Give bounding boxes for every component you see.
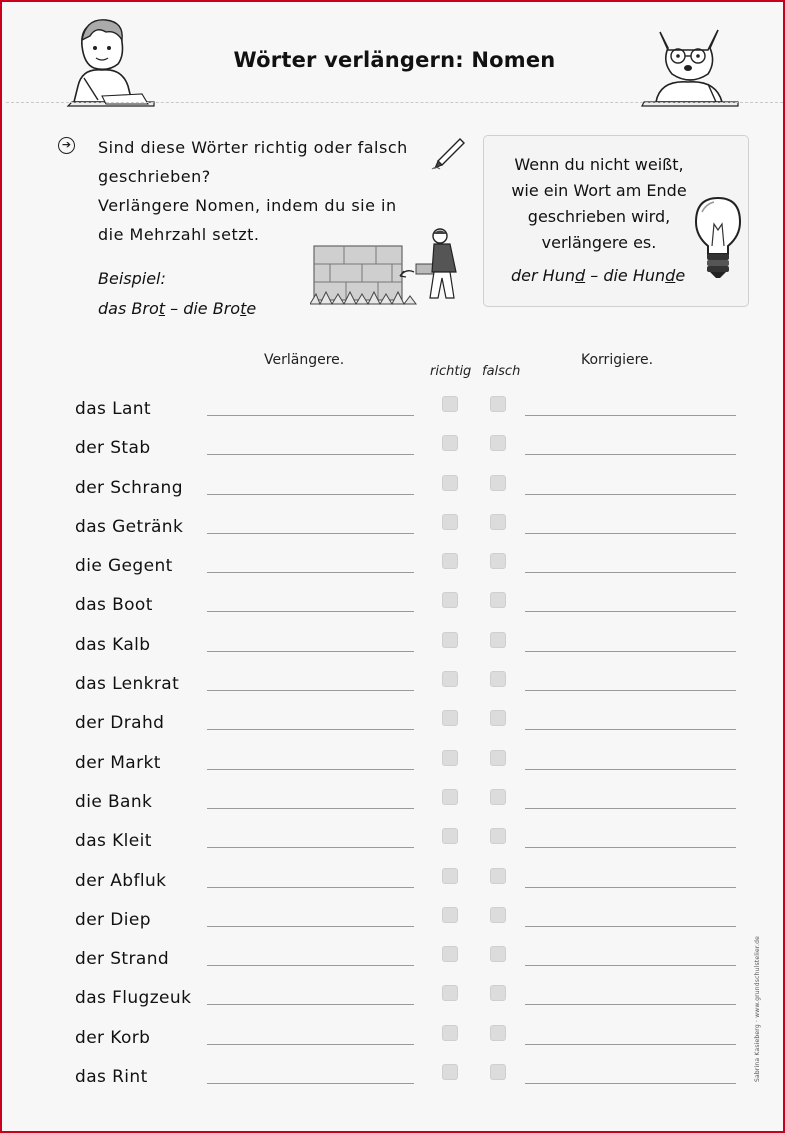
wrong-checkbox[interactable] [490,828,506,844]
correction-answer-line[interactable] [525,729,736,730]
column-header-right: richtig [430,364,472,379]
word-label: das Rint [75,1067,148,1088]
header-divider [6,102,783,103]
circled-arrow-icon: ➔ [58,137,75,154]
word-label: die Gegent [75,556,173,577]
right-checkbox[interactable] [442,789,458,805]
word-row [2,704,785,743]
word-row [2,429,785,468]
word-row [2,783,785,822]
right-checkbox[interactable] [442,553,458,569]
wrong-checkbox[interactable] [490,946,506,962]
right-checkbox[interactable] [442,435,458,451]
word-label: das Flugzeuk [75,988,192,1009]
correction-answer-line[interactable] [525,769,736,770]
word-row [2,901,785,940]
correction-answer-line[interactable] [525,533,736,534]
word-label: der Korb [75,1027,151,1048]
right-checkbox[interactable] [442,475,458,491]
word-label: das Boot [75,595,153,616]
word-row [2,979,785,1018]
tip-line: verlängere es. [541,233,657,252]
right-checkbox[interactable] [442,671,458,687]
word-row [2,862,785,901]
correction-answer-line[interactable] [525,494,736,495]
right-checkbox[interactable] [442,868,458,884]
extend-answer-line[interactable] [207,572,414,573]
word-label: der Drahd [75,713,165,734]
right-checkbox[interactable] [442,710,458,726]
wrong-checkbox[interactable] [490,789,506,805]
extend-answer-line[interactable] [207,729,414,730]
correction-answer-line[interactable] [525,454,736,455]
extend-answer-line[interactable] [207,965,414,966]
correction-answer-line[interactable] [525,611,736,612]
instruction-line: die Mehrzahl setzt. [98,225,260,244]
word-label: der Diep [75,909,151,930]
correction-answer-line[interactable] [525,1083,736,1084]
correction-answer-line[interactable] [525,690,736,691]
right-checkbox[interactable] [442,828,458,844]
wrong-checkbox[interactable] [490,985,506,1001]
word-label: der Strand [75,949,170,970]
word-label: der Abfluk [75,870,167,891]
extend-answer-line[interactable] [207,769,414,770]
instruction-line: Verlängere Nomen, indem du sie in [98,196,397,215]
word-label: der Schrang [75,477,183,498]
word-row [2,469,785,508]
word-row [2,626,785,665]
wrong-checkbox[interactable] [490,435,506,451]
correction-answer-line[interactable] [525,965,736,966]
pencil-icon [430,136,466,172]
extend-answer-line[interactable] [207,690,414,691]
instruction-line: geschrieben? [98,167,211,186]
wrong-checkbox[interactable] [490,868,506,884]
wrong-checkbox[interactable] [490,475,506,491]
example-block [98,264,318,324]
tip-line: geschrieben wird, [527,207,671,226]
extend-answer-line[interactable] [207,651,414,652]
column-header-correct: Korrigiere. [581,352,654,368]
right-checkbox[interactable] [442,907,458,923]
word-row [2,665,785,704]
word-row [2,390,785,429]
extend-answer-line[interactable] [207,808,414,809]
correction-answer-line[interactable] [525,808,736,809]
extend-answer-line[interactable] [207,926,414,927]
word-list [2,390,785,1097]
word-label: das Lenkrat [75,674,180,695]
wrong-checkbox[interactable] [490,671,506,687]
right-checkbox[interactable] [442,750,458,766]
tip-example: der Hund – die Hunde [511,266,686,285]
right-checkbox[interactable] [442,1025,458,1041]
column-header-extend: Verlängere. [264,352,345,368]
example-label: Beispiel: [98,269,166,288]
tip-text [504,152,694,256]
right-checkbox[interactable] [442,592,458,608]
word-label: das Lant [75,399,151,419]
word-row [2,940,785,979]
word-row [2,822,785,861]
extend-answer-line[interactable] [207,611,414,612]
right-checkbox[interactable] [442,985,458,1001]
instruction-line: Sind diese Wörter richtig oder falsch [98,138,408,157]
right-checkbox[interactable] [442,946,458,962]
wrong-checkbox[interactable] [490,907,506,923]
example-text: das Brot – die Brote [98,299,257,318]
correction-answer-line[interactable] [525,1004,736,1005]
lightbulb-icon [692,194,744,282]
right-checkbox[interactable] [442,1064,458,1080]
wrong-checkbox[interactable] [490,632,506,648]
right-checkbox[interactable] [442,396,458,412]
correction-answer-line[interactable] [525,926,736,927]
word-label: das Kleit [75,831,152,852]
word-label: die Bank [75,791,153,812]
column-header-wrong: falsch [482,364,521,379]
tip-line: wie ein Wort am Ende [511,181,687,200]
copyright-credit: Sabrina Kasieberg · www.grundschulstelier.de [754,936,761,1082]
extend-answer-line[interactable] [207,887,414,888]
word-row [2,547,785,586]
correction-answer-line[interactable] [525,887,736,888]
word-row [2,1019,785,1058]
word-row [2,508,785,547]
wrong-checkbox[interactable] [490,750,506,766]
correction-answer-line[interactable] [525,1044,736,1045]
brick-wall-illustration [310,228,466,310]
right-checkbox[interactable] [442,514,458,530]
word-label: der Markt [75,752,161,773]
correction-answer-line[interactable] [525,847,736,848]
correction-answer-line[interactable] [525,651,736,652]
correction-answer-line[interactable] [525,415,736,416]
wrong-checkbox[interactable] [490,1025,506,1041]
wrong-checkbox[interactable] [490,592,506,608]
wrong-checkbox[interactable] [490,396,506,412]
extend-answer-line[interactable] [207,1044,414,1045]
extend-answer-line[interactable] [207,1083,414,1084]
word-row [2,586,785,625]
correction-answer-line[interactable] [525,572,736,573]
wrong-checkbox[interactable] [490,514,506,530]
word-label: das Kalb [75,634,151,655]
extend-answer-line[interactable] [207,847,414,848]
wrong-checkbox[interactable] [490,1064,506,1080]
word-label: das Getränk [75,516,184,537]
tip-line: Wenn du nicht weißt, [514,155,684,174]
word-label: der Stab [75,438,151,459]
wrong-checkbox[interactable] [490,553,506,569]
word-row [2,1058,785,1097]
extend-answer-line[interactable] [207,454,414,455]
extend-answer-line[interactable] [207,494,414,495]
extend-answer-line[interactable] [207,415,414,416]
extend-answer-line[interactable] [207,1004,414,1005]
page-title: Wörter verlängern: Nomen [233,48,556,72]
extend-answer-line[interactable] [207,533,414,534]
right-checkbox[interactable] [442,632,458,648]
wrong-checkbox[interactable] [490,710,506,726]
word-row [2,744,785,783]
